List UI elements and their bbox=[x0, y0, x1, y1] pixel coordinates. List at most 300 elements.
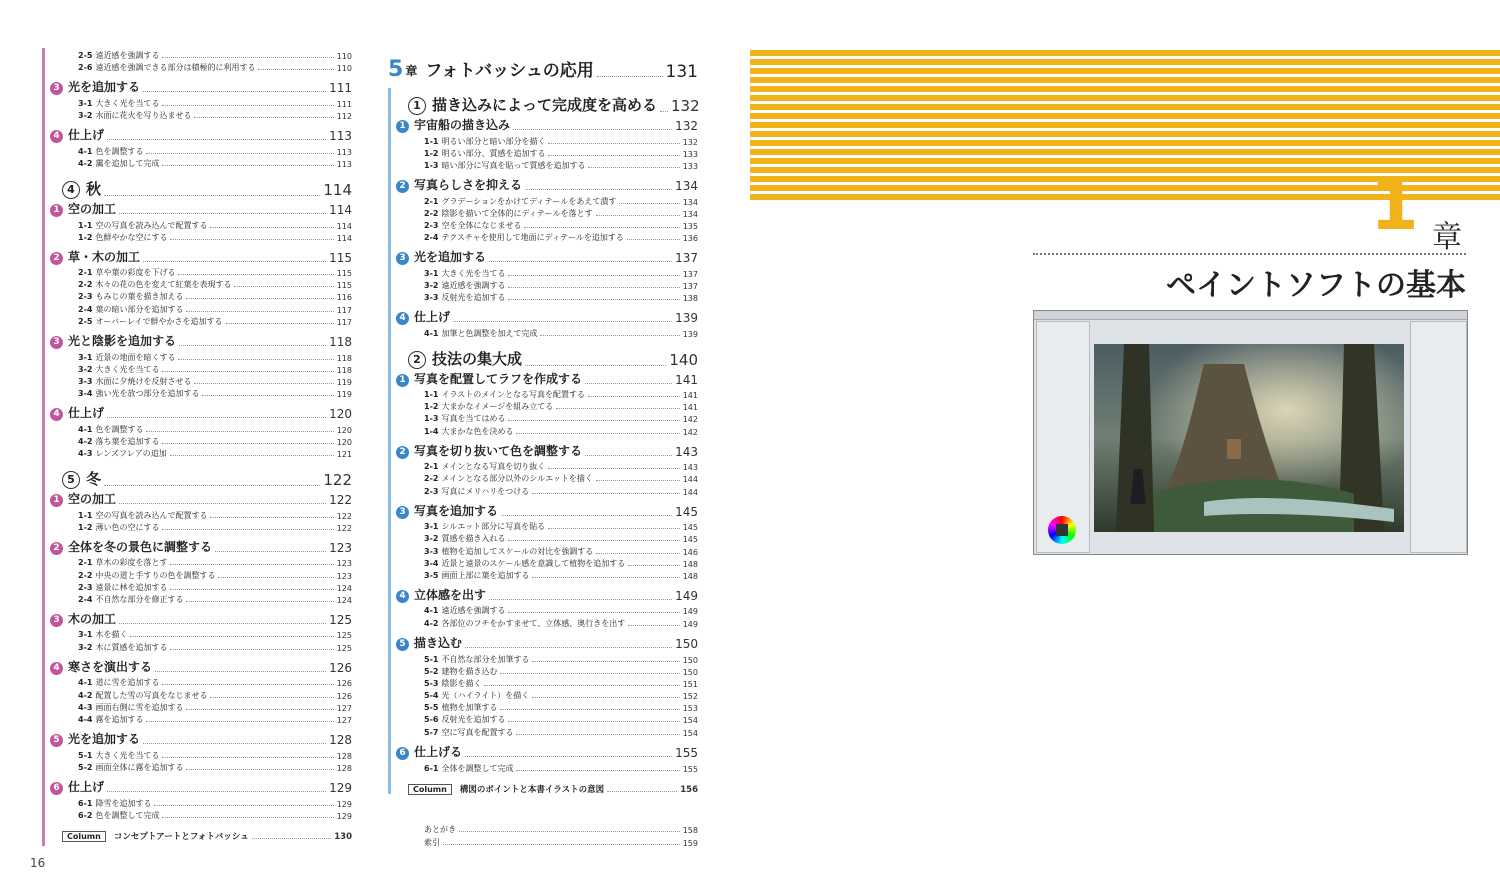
paint-software-screenshot bbox=[1033, 310, 1468, 555]
section-number-badge: 2 bbox=[50, 542, 63, 555]
subsection-number: 6-1 bbox=[424, 764, 439, 773]
toc-section bbox=[388, 634, 698, 651]
dot-leader bbox=[162, 757, 333, 758]
dot-leader bbox=[143, 91, 326, 92]
dot-leader bbox=[194, 117, 333, 118]
subsection-title: 強い光を放つ部分を追加する bbox=[95, 389, 200, 398]
subsection-title: 中央の道と手すりの色を調整する bbox=[95, 571, 216, 580]
section-title: 仕上げる bbox=[414, 745, 463, 759]
subsection-title: 質感を描き入れる bbox=[441, 534, 506, 543]
page-ref: 158 bbox=[682, 826, 698, 835]
subsection-title: 大きく光を当てる bbox=[95, 751, 160, 760]
page-ref: 122 bbox=[323, 471, 352, 489]
subsection-title: もみじの葉を描き加える bbox=[95, 292, 184, 301]
dot-leader bbox=[532, 697, 680, 698]
page-ref: 155 bbox=[675, 746, 698, 760]
subsection-number: 1-2 bbox=[78, 233, 93, 242]
toc-section bbox=[42, 490, 352, 507]
section-title: 写真らしさを抑える bbox=[414, 178, 523, 192]
page-ref: 126 bbox=[336, 679, 352, 688]
dot-leader bbox=[162, 165, 333, 166]
subsection-number: 2-1 bbox=[78, 268, 93, 277]
section-title: 立体感を出す bbox=[414, 588, 487, 602]
page-ref: 138 bbox=[682, 294, 698, 303]
toc-subsection bbox=[388, 426, 698, 437]
dot-leader bbox=[525, 189, 672, 190]
section-title: 光を追加する bbox=[68, 732, 141, 746]
toc-subsection bbox=[388, 654, 698, 665]
dot-leader bbox=[508, 299, 679, 300]
section-number-badge: 2 bbox=[396, 180, 409, 193]
subsection-number: 4-2 bbox=[424, 619, 439, 628]
subsection-title: 遠景に林を追加する bbox=[95, 583, 168, 592]
section-title: 仕上げ bbox=[68, 128, 105, 142]
toc-subsection bbox=[42, 279, 352, 290]
part-number-circle: 1 bbox=[408, 97, 426, 115]
toc-section bbox=[42, 78, 352, 95]
page-ref: 150 bbox=[682, 656, 698, 665]
toc-subsection bbox=[388, 533, 698, 544]
subsection-number: 2-4 bbox=[78, 595, 93, 604]
subsection-number: 6-2 bbox=[78, 811, 93, 820]
subsection-title: 暗い部分に写真を貼って質感を追加する bbox=[441, 161, 586, 170]
dot-leader bbox=[465, 647, 672, 648]
section-number-badge: 4 bbox=[396, 312, 409, 325]
subsection-number: 3-1 bbox=[424, 522, 439, 531]
subsection-number: 3-5 bbox=[424, 571, 439, 580]
section-number-badge: 6 bbox=[50, 782, 63, 795]
page-ref: 111 bbox=[336, 100, 352, 109]
dot-leader bbox=[162, 57, 333, 58]
subsection-title: 陰影を描いて全体的にディテールを落とす bbox=[441, 209, 593, 218]
toc-section bbox=[42, 200, 352, 217]
dot-leader bbox=[588, 167, 679, 168]
subsection-number: 3-3 bbox=[424, 547, 439, 556]
dot-leader bbox=[585, 383, 672, 384]
dot-leader bbox=[628, 625, 679, 626]
dot-leader bbox=[548, 528, 680, 529]
subsection-title: 靄を追加して完成 bbox=[95, 159, 160, 168]
page-ref: 140 bbox=[669, 351, 698, 369]
toc-section bbox=[42, 658, 352, 675]
toc-column-entry bbox=[388, 783, 698, 795]
subsection-title: 近景の地面を暗くする bbox=[95, 353, 176, 362]
toc-part bbox=[388, 94, 698, 115]
dot-leader bbox=[258, 69, 333, 70]
dot-leader bbox=[162, 105, 333, 106]
subsection-title: 各部位のフチをかすませて、立体感、奥行きを出す bbox=[441, 619, 626, 628]
subsection-title: 不自然な部分を加筆する bbox=[441, 655, 530, 664]
dot-leader bbox=[143, 743, 326, 744]
part-title: 冬 bbox=[86, 470, 102, 488]
toc-subsection bbox=[388, 486, 698, 497]
subsection-number: 4-1 bbox=[78, 425, 93, 434]
subsection-title: 水面に花火を写り込ませる bbox=[95, 111, 192, 120]
dot-leader bbox=[234, 286, 333, 287]
page-ref: 149 bbox=[682, 620, 698, 629]
toc-subsection bbox=[388, 413, 698, 424]
subsection-number: 3-4 bbox=[78, 389, 93, 398]
subsection-number: 4-1 bbox=[424, 606, 439, 615]
subsection-number: 2-4 bbox=[78, 305, 93, 314]
chapter-page: 131 bbox=[665, 62, 698, 82]
page-ref: 132 bbox=[682, 138, 698, 147]
section-title: 木の加工 bbox=[68, 612, 117, 626]
dot-leader bbox=[107, 139, 326, 140]
section-title: 空の加工 bbox=[68, 492, 117, 506]
page-ref: 134 bbox=[682, 198, 698, 207]
subsection-title: 植物を追加してスケールの対比を強調する bbox=[441, 547, 594, 556]
subsection-number: 4-2 bbox=[78, 691, 93, 700]
dot-leader bbox=[443, 844, 680, 845]
dot-leader bbox=[170, 239, 333, 240]
page-ref: 133 bbox=[682, 162, 698, 171]
toc-subsection bbox=[42, 364, 352, 375]
page-ref: 145 bbox=[675, 505, 698, 519]
page-ref: 119 bbox=[336, 378, 352, 387]
dot-leader bbox=[130, 636, 333, 637]
page-ref: 137 bbox=[675, 251, 698, 265]
page-ref: 121 bbox=[336, 450, 352, 459]
subsection-title: 霧を追加する bbox=[95, 715, 144, 724]
dot-leader bbox=[179, 345, 326, 346]
subsection-title: テクスチャを使用して地面にディテールを追加する bbox=[441, 233, 624, 242]
section-number-badge: 3 bbox=[50, 336, 63, 349]
dot-leader bbox=[104, 485, 320, 486]
toc-subsection bbox=[42, 110, 352, 121]
section-title: 写真を追加する bbox=[414, 504, 499, 518]
page-ref: 128 bbox=[336, 764, 352, 773]
subsection-number: 3-1 bbox=[78, 630, 93, 639]
subsection-title: 遠近感を強調する bbox=[441, 606, 506, 615]
toc-subsection bbox=[388, 280, 698, 291]
dot-leader bbox=[215, 551, 326, 552]
dot-leader bbox=[202, 395, 333, 396]
toc-section bbox=[42, 248, 352, 265]
page-ref: 133 bbox=[682, 150, 698, 159]
column-title: コンセプトアートとフォトバッシュ bbox=[113, 832, 249, 842]
page-ref: 145 bbox=[682, 535, 698, 544]
page-ref: 126 bbox=[329, 661, 352, 675]
toc-subsection bbox=[42, 267, 352, 278]
dot-leader bbox=[508, 420, 679, 421]
toc-subsection bbox=[388, 148, 698, 159]
section-title: 全体を冬の景色に調整する bbox=[68, 540, 213, 554]
section-number-badge: 3 bbox=[50, 614, 63, 627]
page-ref: 119 bbox=[336, 390, 352, 399]
subsection-number: 1-2 bbox=[78, 523, 93, 532]
subsection-number: 3-2 bbox=[424, 534, 439, 543]
page-ref: 118 bbox=[336, 366, 352, 375]
page-ref: 126 bbox=[336, 692, 352, 701]
subsection-title: 大まかなイメージを組み立てる bbox=[441, 402, 554, 411]
toc-subsection bbox=[42, 448, 352, 459]
section-number-badge: 1 bbox=[50, 204, 63, 217]
section-number-badge: 1 bbox=[396, 374, 409, 387]
page-ref: 129 bbox=[336, 812, 352, 821]
chapter-1-title: ペイントソフトの基本 bbox=[1166, 268, 1466, 303]
subsection-number: 5-3 bbox=[424, 679, 439, 688]
subsection-title: 反射光を追加する bbox=[441, 715, 506, 724]
page-ref: 136 bbox=[682, 234, 698, 243]
dot-leader bbox=[500, 673, 679, 674]
subsection-number: 5-2 bbox=[78, 763, 93, 772]
subsection-title: 写真にメリハリをつける bbox=[441, 487, 530, 496]
page-ref: 149 bbox=[675, 589, 698, 603]
subsection-title: 空を全体になじませる bbox=[441, 221, 522, 230]
subsection-number: 2-3 bbox=[78, 292, 93, 301]
toc-section bbox=[388, 502, 698, 519]
subsection-title: 画面右側に雪を追加する bbox=[95, 703, 184, 712]
subsection-number: 4-3 bbox=[78, 703, 93, 712]
toc-subsection bbox=[388, 727, 698, 738]
page-ref: 129 bbox=[336, 800, 352, 809]
toc-subsection bbox=[388, 401, 698, 412]
page-ref: 132 bbox=[675, 119, 698, 133]
toc-section bbox=[388, 370, 698, 387]
toc-subsection bbox=[42, 376, 352, 387]
subsection-number: 3-2 bbox=[78, 643, 93, 652]
chapter-1-suffix: 章 bbox=[1432, 220, 1462, 255]
page-ref: 127 bbox=[336, 716, 352, 725]
subsection-number: 1-1 bbox=[78, 511, 93, 520]
part-number-circle: 4 bbox=[62, 181, 80, 199]
toc-section bbox=[42, 126, 352, 143]
dot-leader bbox=[532, 493, 680, 494]
part-number-circle: 2 bbox=[408, 351, 426, 369]
toc-section bbox=[42, 332, 352, 349]
dot-leader bbox=[484, 685, 679, 686]
subsection-number: 1-3 bbox=[424, 161, 439, 170]
subsection-title: グラデーションをかけてディテールをあえて潰す bbox=[441, 197, 617, 206]
subsection-number: 1-2 bbox=[424, 149, 439, 158]
section-title: 写真を配置してラフを作成する bbox=[414, 372, 583, 386]
toc-subsection bbox=[388, 714, 698, 725]
dot-leader bbox=[489, 261, 672, 262]
dot-leader bbox=[170, 649, 333, 650]
toc-subsection bbox=[42, 158, 352, 169]
toc-subsection bbox=[42, 291, 352, 302]
section-number-badge: 6 bbox=[396, 747, 409, 760]
subsection-number: 3-4 bbox=[424, 559, 439, 568]
subsection-number: 5-1 bbox=[424, 655, 439, 664]
page-ref: 112 bbox=[336, 112, 352, 121]
section-number-badge: 3 bbox=[396, 506, 409, 519]
dot-leader bbox=[210, 517, 333, 518]
page-ref: 134 bbox=[675, 179, 698, 193]
page-number: 16 bbox=[30, 856, 46, 870]
subsection-title: オーバーレイで鮮やかさを追加する bbox=[95, 317, 223, 326]
toc-subsection bbox=[42, 629, 352, 640]
section-title: 描き込む bbox=[414, 636, 463, 650]
subsection-title: 遠近感を強調する bbox=[95, 51, 160, 60]
toc-subsection bbox=[388, 268, 698, 279]
toc-subsection bbox=[42, 594, 352, 605]
page-ref: 127 bbox=[336, 704, 352, 713]
section-number-badge: 5 bbox=[50, 734, 63, 747]
dot-leader bbox=[508, 540, 679, 541]
section-title: 仕上げ bbox=[414, 310, 451, 324]
section-number-badge: 2 bbox=[396, 446, 409, 459]
subsection-number: 3-2 bbox=[78, 365, 93, 374]
toc-appendix-entry bbox=[388, 824, 698, 835]
subsection-title: 色を調整して完成 bbox=[95, 811, 160, 820]
section-title: 寒さを演出する bbox=[68, 660, 153, 674]
subsection-number: 4-2 bbox=[78, 437, 93, 446]
subsection-title: 草や葉の彩度を下げる bbox=[95, 268, 176, 277]
page-ref: 117 bbox=[336, 306, 352, 315]
toc-subsection bbox=[388, 558, 698, 569]
page-ref: 124 bbox=[336, 584, 352, 593]
subsection-number: 2-1 bbox=[78, 558, 93, 567]
section-title: 写真を切り抜いて色を調整する bbox=[414, 444, 583, 458]
page-ref: 137 bbox=[682, 282, 698, 291]
toc-subsection bbox=[388, 292, 698, 303]
toc-subsection bbox=[42, 677, 352, 688]
section-number-badge: 4 bbox=[50, 408, 63, 421]
dot-leader bbox=[619, 203, 679, 204]
page-ref: 115 bbox=[336, 269, 352, 278]
subsection-title: 空に写真を配置する bbox=[441, 728, 514, 737]
dot-leader bbox=[119, 213, 326, 214]
toc-subsection bbox=[388, 546, 698, 557]
subsection-number: 4-3 bbox=[78, 449, 93, 458]
page-ref: 142 bbox=[682, 415, 698, 424]
toc-subsection bbox=[42, 98, 352, 109]
subsection-title: 反射光を追加する bbox=[441, 293, 506, 302]
page-ref: 159 bbox=[682, 839, 698, 848]
page-ref: 143 bbox=[675, 445, 698, 459]
toc-subsection bbox=[388, 232, 698, 243]
subsection-number: 4-1 bbox=[78, 147, 93, 156]
layer-panel bbox=[1410, 321, 1467, 553]
dot-leader bbox=[540, 335, 679, 336]
toc-section bbox=[42, 538, 352, 555]
toc-part bbox=[388, 348, 698, 369]
subsection-number: 2-6 bbox=[78, 63, 93, 72]
subsection-title: 道に雪を追加する bbox=[95, 678, 160, 687]
subsection-title: 木に質感を追加する bbox=[95, 643, 168, 652]
subsection-number: 6-1 bbox=[78, 799, 93, 808]
dot-leader bbox=[524, 227, 679, 228]
dot-leader bbox=[170, 589, 333, 590]
subsection-number: 2-5 bbox=[78, 51, 93, 60]
page-ref: 114 bbox=[336, 222, 352, 231]
page-ref: 115 bbox=[329, 251, 352, 265]
dot-leader bbox=[162, 529, 333, 530]
toc-subsection bbox=[388, 220, 698, 231]
toc-subsection bbox=[42, 146, 352, 157]
subsection-title: 陰影を描く bbox=[441, 679, 482, 688]
page-ref: 151 bbox=[682, 680, 698, 689]
subsection-title: メインとなる部分以外のシルエットを描く bbox=[441, 474, 593, 483]
dot-leader bbox=[162, 443, 333, 444]
page-ref: 139 bbox=[682, 330, 698, 339]
toc-subsection bbox=[42, 582, 352, 593]
toc-section bbox=[388, 116, 698, 133]
dot-leader bbox=[596, 480, 680, 481]
toc-subsection bbox=[42, 232, 352, 243]
subsection-title: 落ち葉を追加する bbox=[95, 437, 160, 446]
dot-leader bbox=[162, 371, 333, 372]
subsection-title: シルエット部分に写真を貼る bbox=[441, 522, 546, 531]
subsection-title: 水面に夕焼けを反射させる bbox=[95, 377, 192, 386]
subsection-number: 2-2 bbox=[424, 474, 439, 483]
dot-leader bbox=[607, 791, 677, 792]
subsection-title: 空の写真を読み込んで配置する bbox=[95, 221, 208, 230]
toc-part bbox=[42, 178, 352, 199]
toc-section bbox=[388, 442, 698, 459]
page-ref: 114 bbox=[329, 203, 352, 217]
part-title: 技法の集大成 bbox=[432, 350, 523, 368]
subsection-number: 2-4 bbox=[424, 233, 439, 242]
subsection-title: レンズフレアの追加 bbox=[95, 449, 167, 458]
dot-leader bbox=[627, 239, 680, 240]
section-number-badge: 1 bbox=[396, 120, 409, 133]
subsection-number: 2-5 bbox=[78, 317, 93, 326]
dot-leader bbox=[107, 417, 326, 418]
subsection-title: 大まかな色を決める bbox=[441, 427, 514, 436]
page-ref: 153 bbox=[682, 704, 698, 713]
dot-leader bbox=[508, 275, 679, 276]
page-ref: 128 bbox=[336, 752, 352, 761]
subsection-number: 3-1 bbox=[78, 99, 93, 108]
subsection-title: 色を調整する bbox=[95, 147, 144, 156]
part-title: 描き込みによって完成度を高める bbox=[432, 96, 658, 114]
dot-leader bbox=[146, 153, 333, 154]
dot-leader bbox=[186, 769, 333, 770]
dot-leader bbox=[143, 261, 326, 262]
toc-section bbox=[388, 743, 698, 760]
page-ref: 124 bbox=[336, 596, 352, 605]
subsection-number: 2-2 bbox=[78, 280, 93, 289]
toc-subsection bbox=[42, 570, 352, 581]
toc-subsection bbox=[42, 714, 352, 725]
toc-section bbox=[42, 778, 352, 795]
subsection-number: 5-7 bbox=[424, 728, 439, 737]
page-ref: 145 bbox=[682, 523, 698, 532]
dot-leader bbox=[186, 311, 333, 312]
subsection-title: 不自然な部分を修正する bbox=[95, 595, 184, 604]
toc-section bbox=[388, 248, 698, 265]
subsection-number: 4-1 bbox=[424, 329, 439, 338]
page-ref: 135 bbox=[682, 222, 698, 231]
section-number-badge: 2 bbox=[50, 252, 63, 265]
subsection-title: 光（ハイライト）を描く bbox=[441, 691, 530, 700]
subsection-title: イラストのメインとなる写真を配置する bbox=[441, 390, 586, 399]
dot-leader bbox=[500, 709, 679, 710]
dot-leader bbox=[508, 612, 679, 613]
part-title: 秋 bbox=[86, 180, 102, 198]
toc-section bbox=[388, 176, 698, 193]
page-ref: 113 bbox=[329, 129, 352, 143]
section-title: 宇宙船の描き込み bbox=[414, 118, 511, 132]
subsection-title: 色を調整する bbox=[95, 425, 144, 434]
subsection-number: 3-1 bbox=[424, 269, 439, 278]
toc-section bbox=[388, 586, 698, 603]
subsection-number: 3-1 bbox=[78, 353, 93, 362]
page-ref: 128 bbox=[329, 733, 352, 747]
toc-subsection bbox=[388, 208, 698, 219]
section-number-badge: 3 bbox=[50, 82, 63, 95]
page-ref: 122 bbox=[329, 493, 352, 507]
page-ref: 111 bbox=[329, 81, 352, 95]
toc-subsection bbox=[42, 388, 352, 399]
chapter-divider bbox=[1033, 253, 1466, 255]
chapter-suffix: 章 bbox=[405, 64, 418, 78]
subsection-number: 5-6 bbox=[424, 715, 439, 724]
toc-subsection bbox=[388, 678, 698, 689]
